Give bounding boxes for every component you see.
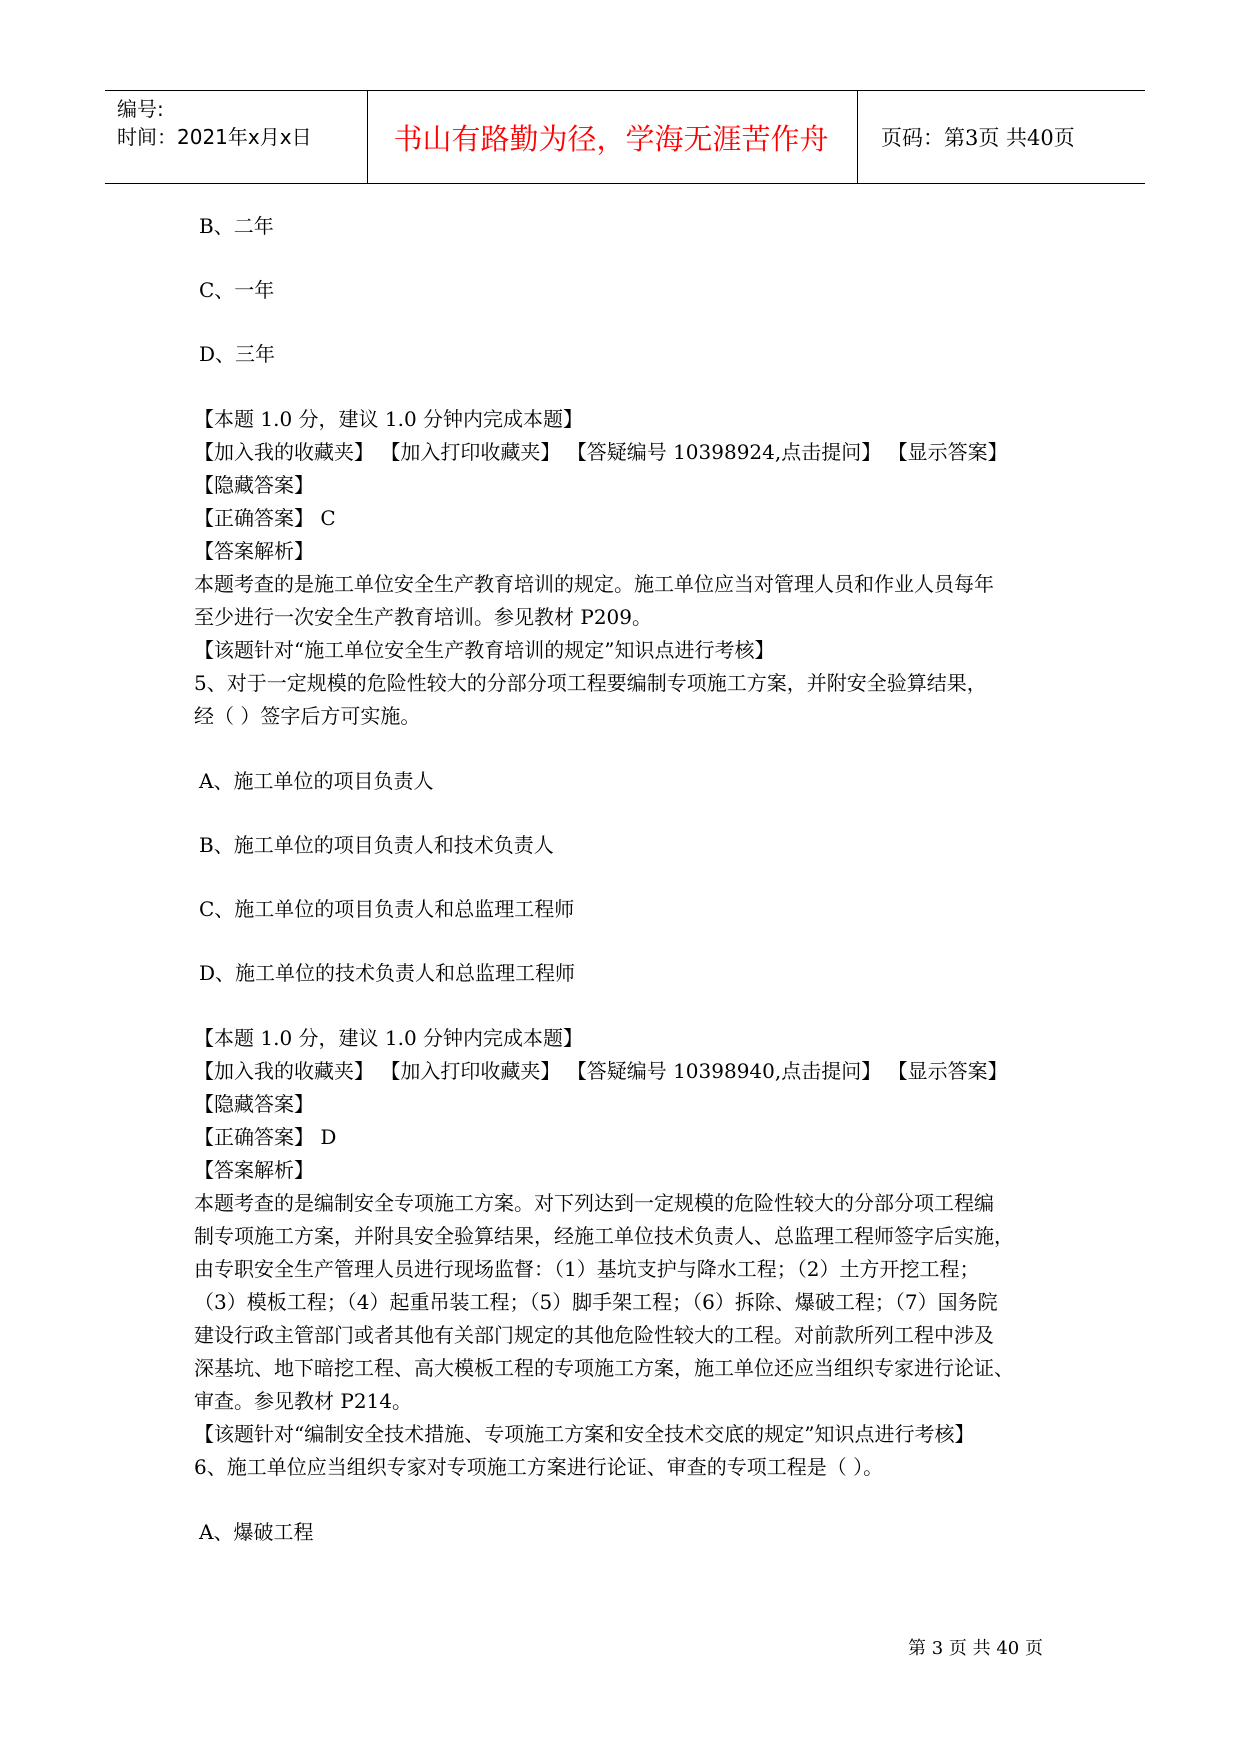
analysis-text: 制专项施工方案，并附具安全验算结果，经施工单位技术负责人、总监理工程师签字后实施， [194,1224,1014,1248]
option-d: D、三年 [199,342,276,366]
action-links[interactable]: 【加入我的收藏夹】 【加入打印收藏夹】 【答疑编号 10398924,点击提问】 【显示答案】 [194,440,1008,464]
analysis-text: 审查。参见教材 P214。 [194,1389,412,1413]
header-divider [367,91,368,183]
page-label: 页码：第3页 共40页 [881,126,1075,150]
number-label: 编号: [117,97,164,121]
correct-answer: 【正确答案】 D [194,1125,337,1149]
header-info [117,95,367,151]
analysis-text: （3）模板工程；（4）起重吊装工程；（5）脚手架工程；（6）拆除、爆破工程；（7）国务院 [194,1290,998,1314]
option-c: C、施工单位的项目负责人和总监理工程师 [199,897,575,921]
knowledge-point: 【该题针对“施工单位安全生产教育培训的规定”知识点进行考核】 [194,638,775,662]
page-footer: 第 3 页 共 40 页 [908,1638,1043,1659]
option-a: A、施工单位的项目负责人 [199,769,434,793]
analysis-text: 由专职安全生产管理人员进行现场监督：（1）基坑支护与降水工程；（2）土方开挖工程； [194,1257,980,1281]
analysis-heading: 【答案解析】 [194,1158,314,1182]
correct-answer: 【正确答案】 C [194,506,336,530]
page-header [105,90,1145,184]
option-c: C、一年 [199,278,275,302]
action-links[interactable]: 【加入我的收藏夹】 【加入打印收藏夹】 【答疑编号 10398940,点击提问】 【显示答案】 [194,1059,1008,1083]
option-b: B、二年 [199,214,274,238]
score-note: 【本题 1.0 分，建议 1.0 分钟内完成本题】 [194,1026,584,1050]
option-d: D、施工单位的技术负责人和总监理工程师 [199,961,576,985]
question-5: 5、对于一定规模的危险性较大的分部分项工程要编制专项施工方案，并附安全验算结果， [194,671,987,695]
analysis-text: 本题考查的是施工单位安全生产教育培训的规定。施工单位应当对管理人员和作业人员每年 [194,572,994,596]
hide-answer-link[interactable]: 【隐藏答案】 [194,1092,314,1116]
option-a: A、爆破工程 [199,1520,314,1544]
motto: 书山有路勤为径，学海无涯苦作舟 [393,121,829,156]
hide-answer-link[interactable]: 【隐藏答案】 [194,473,314,497]
question-6: 6、施工单位应当组织专家对专项施工方案进行论证、审查的专项工程是（ ）。 [194,1455,884,1479]
analysis-text: 建设行政主管部门或者其他有关部门规定的其他危险性较大的工程。对前款所列工程中涉及 [194,1323,994,1347]
question-5: 经（ ）签字后方可实施。 [194,704,421,728]
analysis-text: 本题考查的是编制安全专项施工方案。对下列达到一定规模的危险性较大的分部分项工程编 [194,1191,994,1215]
analysis-text: 至少进行一次安全生产教育培训。参见教材 P209。 [194,605,652,629]
knowledge-point: 【该题针对“编制安全技术措施、专项施工方案和安全技术交底的规定”知识点进行考核】 [194,1422,975,1446]
score-note: 【本题 1.0 分，建议 1.0 分钟内完成本题】 [194,407,584,431]
analysis-heading: 【答案解析】 [194,539,314,563]
time-label: 时间：2021年x月x日 [117,125,312,149]
option-b: B、施工单位的项目负责人和技术负责人 [199,833,554,857]
analysis-text: 深基坑、地下暗挖工程、高大模板工程的专项施工方案，施工单位还应当组织专家进行论证、 [194,1356,1014,1380]
header-divider [857,91,858,183]
